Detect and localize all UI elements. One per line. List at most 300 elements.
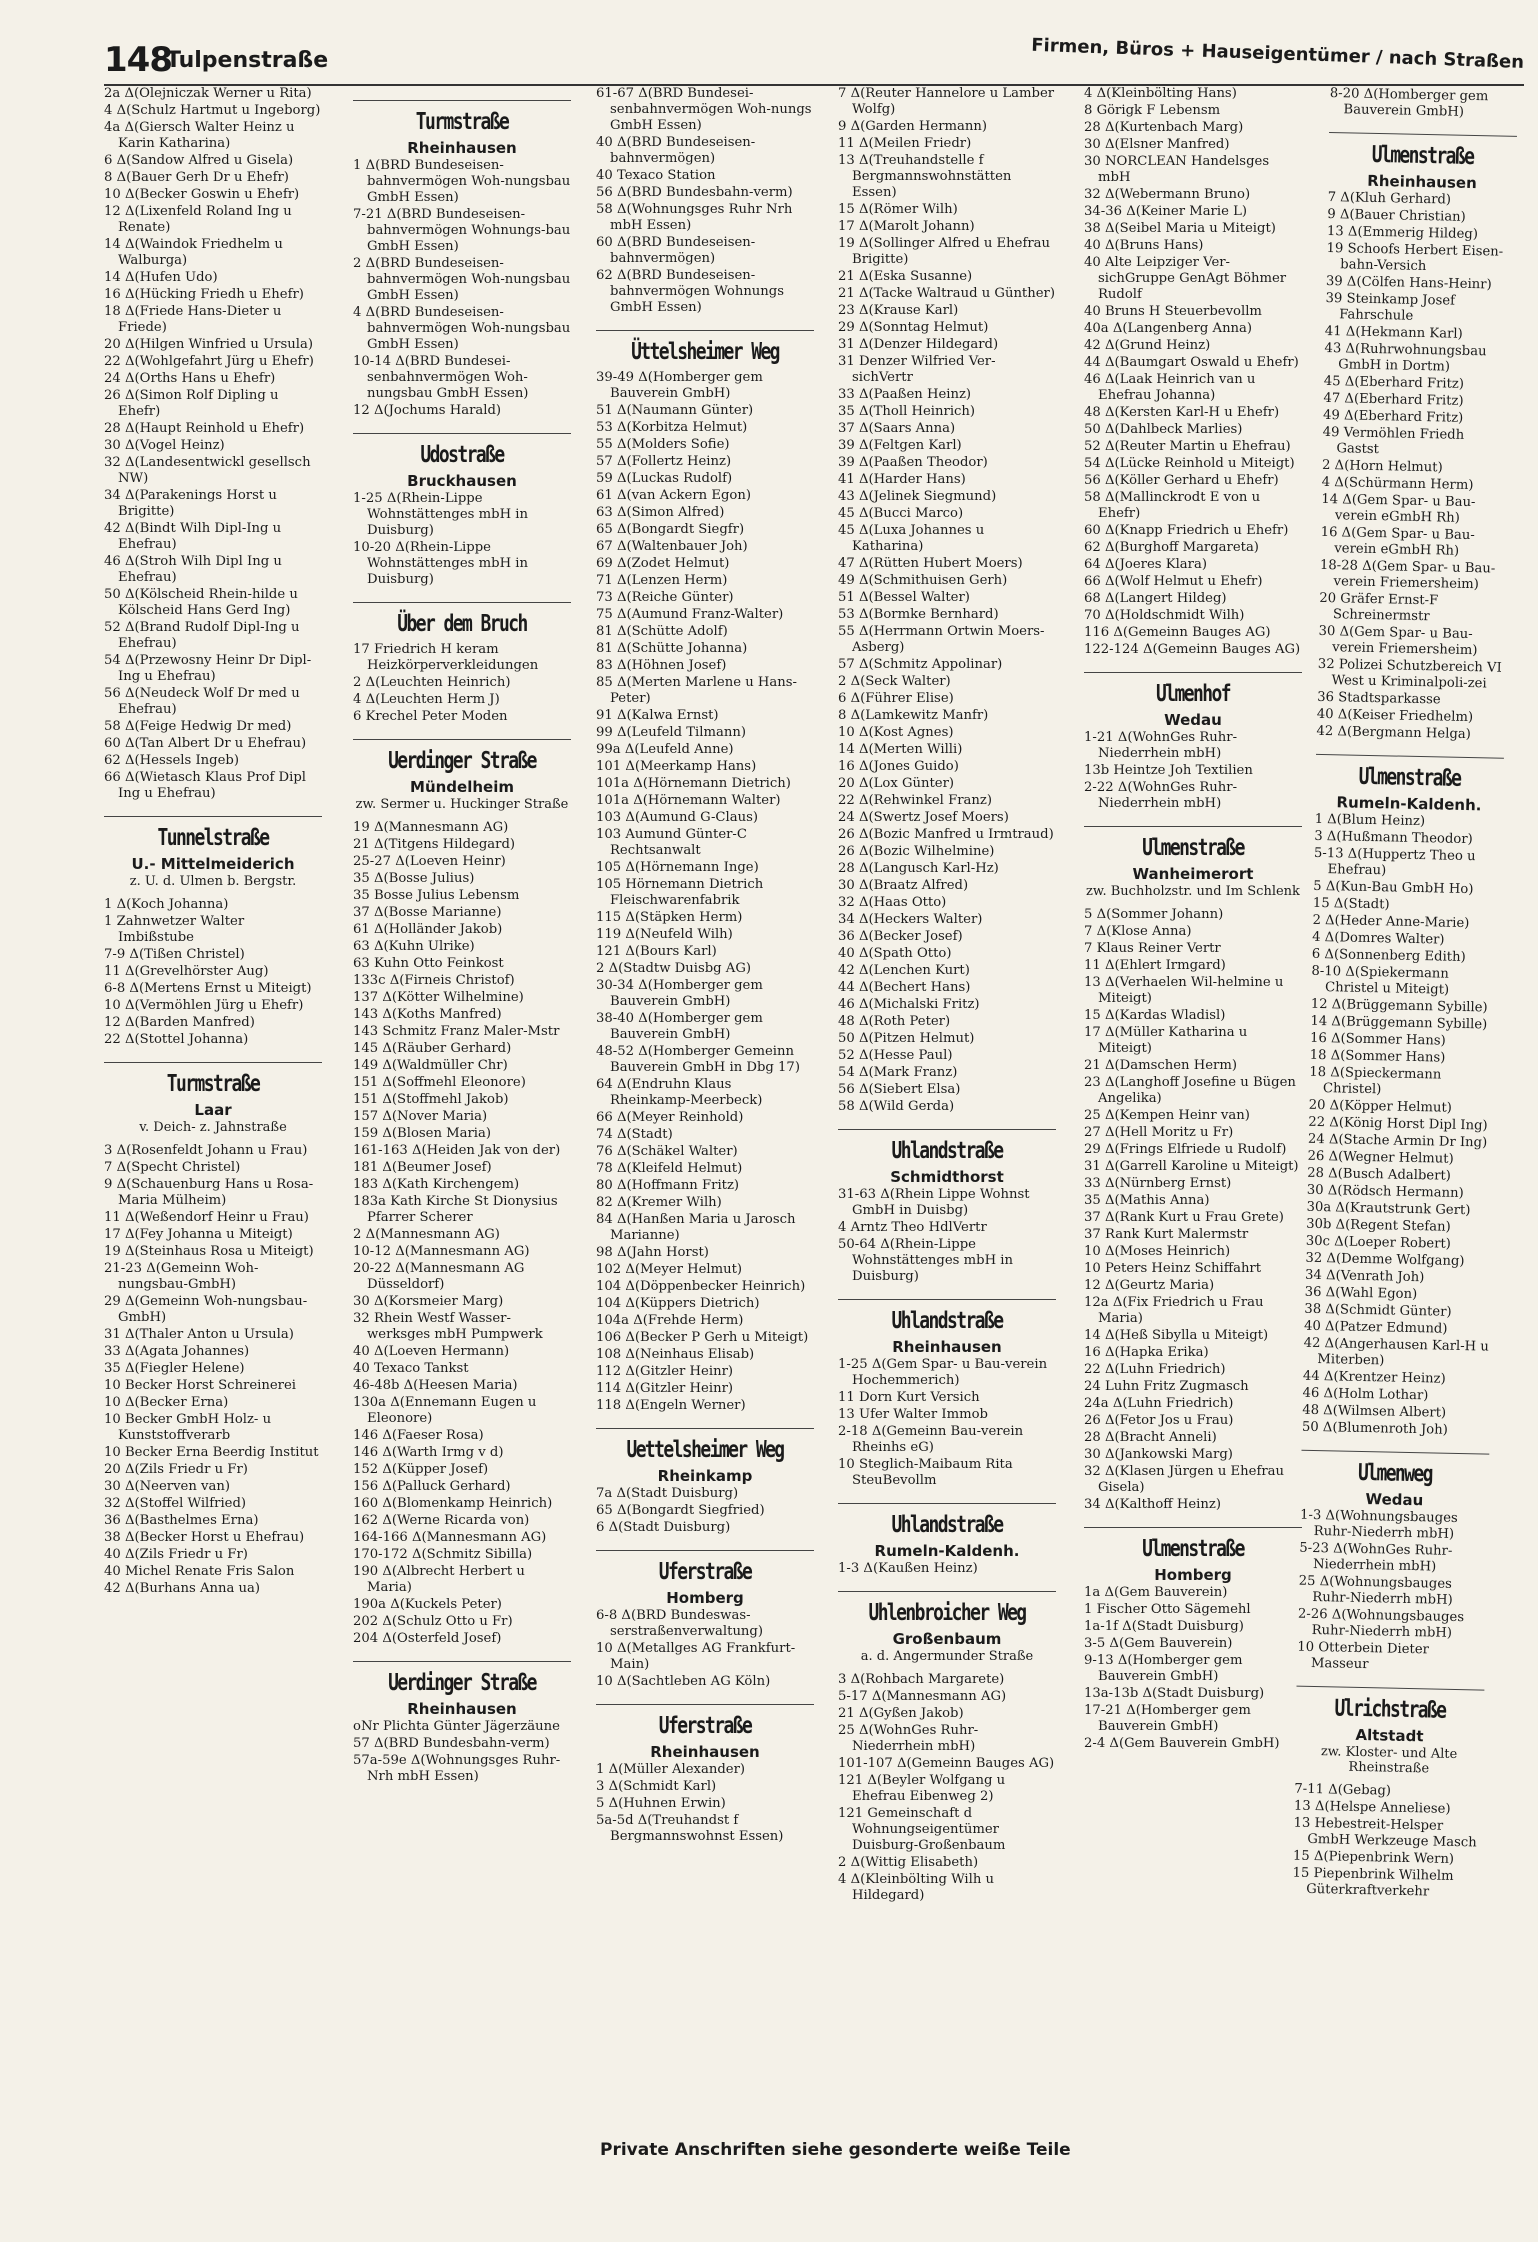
address-entry: 63 Δ(Kuhn Ulrike): [353, 939, 475, 954]
address-entry: 121 Δ(Beyler Wolfgang u Ehefrau Eibenweg 2): [838, 1773, 1006, 1804]
address-entry: 48 Δ(Kersten Karl-H u Ehefr): [1084, 405, 1280, 420]
section-divider: [596, 1704, 814, 1705]
address-entry: 2-22 Δ(WohnGes Ruhr-Niederrhein mbH): [1084, 780, 1238, 811]
street-heading: Ulmenstraße: [1142, 1536, 1244, 1562]
street-section: [596, 330, 814, 1414]
address-entry: 30c Δ(Loeper Robert): [1305, 1233, 1452, 1252]
address-entry: 121 Gemeinschaft d Wohnungseigentümer Duisburg-Großenbaum: [838, 1806, 1006, 1853]
address-entry: 38 Δ(Seibel Maria u Miteigt): [1084, 221, 1276, 236]
address-entry: 101 Δ(Meerkamp Hans): [596, 759, 757, 774]
address-entry: 34 Δ(Parakenings Horst u Brigitte): [104, 488, 277, 519]
address-entry: 3-5 Δ(Gem Bauverein): [1084, 1636, 1233, 1651]
address-entry: 13a-13b Δ(Stadt Duisburg): [1084, 1686, 1265, 1701]
address-entry: 14 Δ(Brüggemann Sybille): [1310, 1013, 1488, 1033]
address-entry: 62 Δ(Hessels Ingeb): [104, 753, 239, 768]
section-divider: [1084, 1527, 1302, 1528]
address-entry: 20 Gräfer Ernst-F Schreinermstr: [1319, 590, 1439, 625]
address-entry: 32 Rhein Westf Wasser-werksges mbH Pumpwerk: [353, 1311, 543, 1342]
address-entry: 3 Δ(Hußmann Theodor): [1314, 828, 1473, 848]
street-heading: Ulmenweg: [1357, 1459, 1433, 1488]
address-entry: 10 Becker Horst Schreinerei: [104, 1378, 297, 1393]
street-heading: Üttelsheimer Weg: [631, 339, 779, 365]
address-entry: 32 Δ(Klasen Jürgen u Ehefrau Gisela): [1084, 1464, 1284, 1495]
address-entry: 6 Δ(Sandow Alfred u Gisela): [104, 153, 294, 168]
address-entry: 1 Δ(BRD Bundeseisen-bahnvermögen Woh-nungsbau GmbH Essen): [353, 158, 571, 205]
address-entry: 183 Δ(Kath Kirchengem): [353, 1177, 520, 1192]
address-entry: 41 Δ(Harder Hans): [838, 472, 966, 487]
address-entry: 45 Δ(Eberhard Fritz): [1323, 373, 1465, 392]
address-entry: 9 Δ(Bauer Christian): [1327, 206, 1466, 225]
address-entry: 31-63 Δ(Rhein Lippe Wohnst GmbH in Duisbg): [838, 1187, 1030, 1218]
address-entry: 68 Δ(Langert Hildeg): [1084, 591, 1227, 606]
address-entry: 32 Δ(Webermann Bruno): [1084, 187, 1251, 202]
street-range-note: zw. Buchholzstr. und Im Schlenk: [1086, 884, 1300, 899]
street-section: [1302, 754, 1504, 1440]
address-entry: 44 Δ(Baumgart Oswald u Ehefr): [1084, 355, 1299, 370]
address-entry: 37 Δ(Rank Kurt u Frau Grete): [1084, 1210, 1284, 1225]
address-entry: 25-27 Δ(Loeven Heinr): [353, 854, 506, 869]
address-entry: 31 Denzer Wilfried Ver-sichVertr: [838, 354, 996, 385]
street-section: [1084, 672, 1302, 812]
address-entry: 56 Δ(Neudeck Wolf Dr med u Ehefrau): [104, 686, 300, 717]
address-entry: 5-17 Δ(Mannesmann AG): [838, 1689, 1007, 1704]
address-entry: 65 Δ(Bongardt Siegfr): [596, 522, 745, 537]
address-entry: 4 Δ(Leuchten Herm J): [353, 692, 500, 707]
address-entry: 10 Otterbein Dieter Masseur: [1297, 1639, 1430, 1673]
address-entry: 1-21 Δ(WohnGes Ruhr-Niederrhein mbH): [1084, 730, 1238, 761]
section-divider: [104, 1062, 322, 1063]
address-entry: 1-25 Δ(Rhein-Lippe Wohnstättenges mbH in Duisburg): [353, 491, 528, 538]
address-entry: 64 Δ(Endruhn Klaus Rheinkamp-Meerbeck): [596, 1077, 763, 1108]
address-entry: 1-3 Δ(Wohnungsbauges Ruhr-Niederrh mbH): [1299, 1507, 1458, 1542]
address-entry: 2 Δ(BRD Bundeseisen-bahnvermögen Woh-nungsbau GmbH Essen): [353, 256, 571, 303]
section-divider: [1301, 1450, 1489, 1455]
address-entry: 116 Δ(Gemeinn Bauges AG): [1084, 625, 1271, 640]
address-entry: 137 Δ(Kötter Wilhelmine): [353, 990, 524, 1005]
district-heading: Rheinhausen: [1367, 171, 1477, 193]
address-entry: 13 Δ(Verhaelen Wil-helmine u Miteigt): [1084, 975, 1284, 1006]
address-entry: 36 Stadtsparkasse: [1317, 689, 1441, 708]
address-entry: 183a Kath Kirche St Dionysius Pfarrer Scherer: [353, 1194, 558, 1225]
address-entry: 12 Δ(Brüggemann Sybille): [1310, 996, 1488, 1016]
address-entry: 119 Δ(Neufeld Wilh): [596, 927, 733, 942]
section-divider: [596, 1428, 814, 1429]
address-entry: 14 Δ(Merten Willi): [838, 742, 963, 757]
address-entry: 122-124 Δ(Gemeinn Bauges AG): [1084, 642, 1301, 657]
address-entry: 133c Δ(Firneis Christof): [353, 973, 515, 988]
address-entry: 23 Δ(Langhoff Josefine u Bügen Angelika): [1084, 1075, 1296, 1106]
address-entry: 54 Δ(Lücke Reinhold u Miteigt): [1084, 456, 1295, 471]
address-entry: 151 Δ(Stoffmehl Jakob): [353, 1092, 509, 1107]
district-heading: Homberg: [1154, 1566, 1232, 1584]
street-section: [596, 1550, 814, 1690]
address-entry: 25 Δ(Kempen Heinr van): [1084, 1108, 1250, 1123]
address-entry: 130a Δ(Ennemann Eugen u Eleonore): [353, 1395, 537, 1426]
address-entry: 143 Δ(Koths Manfred): [353, 1007, 502, 1022]
district-heading: Wanheimerort: [1132, 865, 1254, 883]
address-entry: 121 Δ(Bours Karl): [596, 944, 717, 959]
address-entry: 20 Δ(Zils Friedr u Fr): [104, 1462, 248, 1477]
footer-note: Private Anschriften siehe gesonderte weiße Teile: [600, 2140, 1071, 2160]
address-entry: 21 Δ(Damschen Herm): [1084, 1058, 1237, 1073]
address-entry: 10 Δ(Vermöhlen Jürg u Ehefr): [104, 998, 304, 1013]
section-divider: [838, 1129, 1056, 1130]
column-5: [1084, 86, 1302, 2176]
address-entry: 21 Δ(Tacke Waltraud u Günther): [838, 286, 1055, 301]
street-section: [838, 1503, 1056, 1577]
address-entry: 62 Δ(BRD Bundeseisen-bahnvermögen Wohnungs GmbH Essen): [596, 268, 785, 315]
street-heading: Ulmenhof: [1156, 681, 1230, 707]
address-entry: 55 Δ(Molders Sofie): [596, 437, 730, 452]
address-entry: 30-34 Δ(Homberger gem Bauverein GmbH): [596, 978, 763, 1009]
address-entry: 11 Δ(Meilen Friedr): [838, 136, 972, 151]
address-entry: 29 Δ(Gemeinn Woh-nungsbau-GmbH): [104, 1294, 308, 1325]
address-entry: 10 Δ(Moses Heinrich): [1084, 1244, 1231, 1259]
address-entry: 28 Δ(Kurtenbach Marg): [1084, 120, 1244, 135]
address-entry: 5 Δ(Sommer Johann): [1084, 907, 1224, 922]
address-entry: 2a Δ(Olejniczak Werner u Rita): [104, 86, 312, 101]
address-entry: 11 Dorn Kurt Versich: [838, 1390, 980, 1405]
address-entry: 33 Δ(Agata Johannes): [104, 1344, 250, 1359]
address-entry: 22 Δ(Stottel Johanna): [104, 1032, 249, 1047]
address-entry: 4 Δ(Schulz Hartmut u Ingeborg): [104, 103, 321, 118]
address-entry: 21-23 Δ(Gemeinn Woh-nungsbau-GmbH): [104, 1261, 259, 1292]
address-entry: 164-166 Δ(Mannesmann AG): [353, 1530, 547, 1545]
address-entry: 40 Δ(Bruns Hans): [1084, 238, 1204, 253]
address-entry: 70 Δ(Holdschmidt Wilh): [1084, 608, 1245, 623]
street-section: [1084, 86, 1302, 658]
street-section: [1329, 86, 1518, 122]
address-entry: 30 Δ(Neerven van): [104, 1479, 230, 1494]
address-entry: 19 Δ(Mannesmann AG): [353, 820, 509, 835]
address-entry: 39 Δ(Feltgen Karl): [838, 438, 962, 453]
address-entry: 10 Becker GmbH Holz- u Kunststoffverarb: [104, 1412, 272, 1443]
address-entry: 57 Δ(Schmitz Appolinar): [838, 657, 1003, 672]
address-entry: 48 Δ(Roth Peter): [838, 1014, 951, 1029]
address-entry: 71 Δ(Lenzen Herm): [596, 573, 728, 588]
address-entry: 49 Δ(Eberhard Fritz): [1322, 407, 1464, 426]
address-entry: 114 Δ(Gitzler Heinr): [596, 1381, 734, 1396]
street-section: [353, 602, 571, 725]
address-entry: 30 Δ(Vogel Heinz): [104, 438, 225, 453]
district-heading: Großenbaum: [892, 1630, 1002, 1648]
address-entry: 8 Δ(Lamkewitz Manfr): [838, 708, 989, 723]
page-number: 148: [104, 40, 172, 80]
address-entry: 101a Δ(Hörnemann Walter): [596, 793, 781, 808]
address-entry: 51 Δ(Naumann Günter): [596, 403, 754, 418]
address-entry: 16 Δ(Hücking Friedh u Ehefr): [104, 287, 304, 302]
column-6: [1286, 86, 1518, 2179]
address-entry: 13 Δ(Treuhandstelle f Bergmannswohnstätten Essen): [838, 153, 1012, 200]
address-entry: 61 Δ(Holländer Jakob): [353, 922, 503, 937]
address-entry: 40 Δ(Keiser Friedhelm): [1316, 706, 1474, 726]
address-entry: 76 Δ(Schäkel Walter): [596, 1144, 738, 1159]
street-section: [104, 816, 322, 1048]
address-entry: 2 Δ(Wittig Elisabeth): [838, 1855, 979, 1870]
address-entry: 37 Δ(Saars Anna): [838, 421, 956, 436]
address-entry: 19 Δ(Steinhaus Rosa u Miteigt): [104, 1244, 314, 1259]
address-entry: 73 Δ(Reiche Günter): [596, 590, 734, 605]
address-entry: 1-25 Δ(Gem Spar- u Bau-verein Hochemmerich): [838, 1357, 1048, 1388]
address-entry: 17 Δ(Müller Katharina u Miteigt): [1084, 1025, 1248, 1056]
address-entry: 3 Δ(Schmidt Karl): [596, 1779, 717, 1794]
address-entry: 50 Δ(Blumenroth Joh): [1301, 1419, 1448, 1438]
address-entry: 8-20 Δ(Homberger gem Bauverein GmbH): [1329, 86, 1489, 120]
address-entry: 58 Δ(Wohnungsges Ruhr Nrh mbH Essen): [596, 202, 793, 233]
address-entry: 66 Δ(Wolf Helmut u Ehefr): [1084, 574, 1263, 589]
address-entry: 146 Δ(Warth Irmg v d): [353, 1445, 504, 1460]
address-entry: 28 Δ(Langusch Karl-Hz): [838, 861, 999, 876]
address-entry: 16 Δ(Hapka Erika): [1084, 1345, 1209, 1360]
address-entry: 8-10 Δ(Spiekermann Christel u Miteigt): [1311, 963, 1450, 998]
street-section: [596, 1428, 814, 1536]
street-section: [596, 1704, 814, 1845]
address-entry: 156 Δ(Palluck Gerhard): [353, 1479, 511, 1494]
address-entry: 2 Δ(Leuchten Heinrich): [353, 675, 511, 690]
section-divider: [596, 1550, 814, 1551]
district-heading: Rheinhausen: [407, 1700, 517, 1718]
address-entry: 13b Heintze Joh Textilien: [1084, 763, 1253, 778]
street-section: [838, 1299, 1056, 1489]
address-entry: 7 Δ(Klose Anna): [1084, 924, 1192, 939]
address-entry: 56 Δ(Siebert Elsa): [838, 1082, 961, 1097]
address-entry: 45 Δ(Bucci Marco): [838, 506, 964, 521]
street-heading: Uettelsheimer Weg: [626, 1437, 784, 1463]
address-entry: 6 Krechel Peter Moden: [353, 709, 508, 724]
address-entry: 52 Δ(Hesse Paul): [838, 1048, 953, 1063]
address-entry: 40 Δ(Patzer Edmund): [1303, 1318, 1448, 1337]
address-entry: 28 Δ(Bracht Anneli): [1084, 1430, 1217, 1445]
address-entry: 4 Δ(Domres Walter): [1312, 929, 1445, 948]
address-entry: 11 Δ(Ehlert Irmgard): [1084, 958, 1226, 973]
address-entry: 26 Δ(Wegner Helmut): [1307, 1148, 1454, 1167]
address-entry: 10-12 Δ(Mannesmann AG): [353, 1244, 530, 1259]
address-entry: 66 Δ(Meyer Reinhold): [596, 1110, 744, 1125]
address-entry: 40 Alte Leipziger Ver-sichGruppe GenAgt Böhmer Rudolf: [1084, 255, 1287, 302]
section-divider: [838, 1299, 1056, 1300]
address-entry: 1 Δ(Koch Johanna): [104, 897, 229, 912]
address-entry: 13 Ufer Walter Immob: [838, 1407, 988, 1422]
address-entry: 104a Δ(Frehde Herm): [596, 1313, 744, 1328]
address-entry: 17 Δ(Fey Johanna u Miteigt): [104, 1227, 293, 1242]
address-entry: 18 Δ(Spieckermann Christel): [1309, 1064, 1442, 1098]
address-entry: 21 Δ(Titgens Hildegard): [353, 837, 516, 852]
address-entry: 101a Δ(Hörnemann Dietrich): [596, 776, 791, 791]
address-entry: 4 Δ(Kleinbölting Hans): [1084, 86, 1237, 101]
address-entry: 74 Δ(Stadt): [596, 1127, 673, 1142]
address-entry: 34 Δ(Heckers Walter): [838, 912, 983, 927]
address-entry: 64 Δ(Joeres Klara): [1084, 557, 1207, 572]
section-divider: [1316, 754, 1504, 759]
address-entry: 40 Δ(Loeven Hermann): [353, 1344, 510, 1359]
address-entry: 40 Michel Renate Fris Salon: [104, 1564, 295, 1579]
section-divider: [353, 1661, 571, 1662]
address-entry: 115 Δ(Stäpken Herm): [596, 910, 743, 925]
street-section: [104, 1062, 322, 1597]
address-entry: 46 Δ(Stroh Wilh Dipl Ing u Ehefrau): [104, 554, 282, 585]
address-entry: 16 Δ(Gem Spar- u Bau-verein eGmbH Rh): [1320, 524, 1475, 559]
address-entry: 9 Δ(Schauenburg Hans u Rosa-Maria Mülheim): [104, 1177, 314, 1208]
address-entry: 35 Δ(Fiegler Helene): [104, 1361, 245, 1376]
address-entry: 52 Δ(Reuter Martin u Ehefrau): [1084, 439, 1291, 454]
address-entry: 39 Δ(Cölfen Hans-Heinr): [1325, 273, 1492, 293]
address-entry: 40 Δ(Spath Otto): [838, 946, 952, 961]
address-entry: 2 Δ(Mannesmann AG): [353, 1227, 500, 1242]
address-entry: 59 Δ(Luckas Rudolf): [596, 471, 733, 486]
street-section: [1316, 132, 1517, 744]
address-entry: oNr Plichta Günter Jägerzäune: [353, 1719, 560, 1734]
address-entry: 30 NORCLEAN Handelsges mbH: [1084, 154, 1270, 185]
district-heading: Wedau: [1365, 1490, 1424, 1510]
address-entry: 13 Δ(Emmerig Hildeg): [1326, 223, 1479, 243]
address-entry: 20 Δ(Köpper Helmut): [1308, 1097, 1453, 1116]
address-entry: 103 Δ(Aumund G-Claus): [596, 810, 758, 825]
address-entry: 9-13 Δ(Homberger gem Bauverein GmbH): [1084, 1653, 1243, 1684]
address-entry: 9 Δ(Garden Hermann): [838, 119, 987, 134]
page-header: [104, 34, 1525, 86]
section-divider: [1329, 132, 1517, 137]
address-entry: 14 Δ(Heß Sibylla u Miteigt): [1084, 1328, 1269, 1343]
column-4: [838, 86, 1056, 2176]
address-entry: 50 Δ(Dahlbeck Marlies): [1084, 422, 1243, 437]
street-heading: Uhlandstraße: [891, 1512, 1003, 1538]
address-entry: 19 Δ(Sollinger Alfred u Ehefrau Brigitte): [838, 236, 1051, 267]
address-entry: 4a Δ(Giersch Walter Heinz u Karin Katharina): [104, 120, 295, 151]
address-entry: 190 Δ(Albrecht Herbert u Maria): [353, 1564, 525, 1595]
section-divider: [838, 1503, 1056, 1504]
address-entry: 40 Texaco Tankst: [353, 1361, 469, 1376]
street-section: [838, 1591, 1056, 1904]
address-entry: 149 Δ(Waldmüller Chr): [353, 1058, 508, 1073]
address-entry: 30 Δ(Rödsch Hermann): [1306, 1182, 1464, 1202]
address-entry: 38 Δ(Becker Horst u Ehefrau): [104, 1530, 305, 1545]
address-entry: 44 Δ(Bechert Hans): [838, 980, 971, 995]
address-entry: 4 Δ(Schürmann Herm): [1321, 474, 1474, 494]
address-entry: 75 Δ(Aumund Franz-Walter): [596, 607, 784, 622]
address-entry: 1 Δ(Blum Heinz): [1314, 811, 1426, 830]
address-entry: 12 Δ(Jochums Harald): [353, 403, 502, 418]
address-entry: 50-64 Δ(Rhein-Lippe Wohnstättenges mbH in Duisburg): [838, 1237, 1013, 1284]
address-entry: 39-49 Δ(Homberger gem Bauverein GmbH): [596, 370, 763, 401]
address-entry: 21 Δ(Gyßen Jakob): [838, 1706, 964, 1721]
address-entry: 61 Δ(van Ackern Egon): [596, 488, 751, 503]
address-entry: 30 Δ(Jankowski Marg): [1084, 1447, 1233, 1462]
address-entry: 84 Δ(Hanßen Maria u Jarosch Marianne): [596, 1212, 796, 1243]
street-section: [1292, 1686, 1484, 1902]
address-entry: 26 Δ(Bozic Manfred u Irmtraud): [838, 827, 1054, 842]
address-entry: 14 Δ(Hufen Udo): [104, 270, 218, 285]
column-2: [353, 86, 571, 2176]
address-entry: 52 Δ(Brand Rudolf Dipl-Ing u Ehefrau): [104, 620, 300, 651]
address-entry: 32 Δ(Haas Otto): [838, 895, 947, 910]
street-section: [1084, 1527, 1302, 1752]
address-entry: 14 Δ(Gem Spar- u Bau-verein eGmbH Rh): [1321, 491, 1476, 526]
address-entry: 23 Δ(Krause Karl): [838, 303, 959, 318]
street-heading: Tunnelstraße: [157, 825, 269, 851]
district-heading: Bruckhausen: [407, 472, 517, 490]
address-entry: 1 Fischer Otto Sägemehl: [1084, 1602, 1251, 1617]
address-entry: 1 Δ(Müller Alexander): [596, 1762, 746, 1777]
address-entry: 10 Δ(Sachtleben AG Köln): [596, 1674, 771, 1689]
address-entry: 26 Δ(Bozic Wilhelmine): [838, 844, 995, 859]
column-1: [104, 86, 322, 2176]
address-entry: 118 Δ(Engeln Werner): [596, 1398, 746, 1413]
district-heading: Laar: [194, 1101, 232, 1119]
address-entry: 31 Δ(Garrell Karoline u Miteigt): [1084, 1159, 1299, 1174]
address-entry: 15 Δ(Stadt): [1312, 895, 1390, 913]
address-entry: 1-3 Δ(Kaußen Heinz): [838, 1561, 978, 1576]
address-entry: 4 Δ(BRD Bundeseisen-bahnvermögen Woh-nungsbau GmbH Essen): [353, 305, 571, 352]
address-entry: 85 Δ(Merten Marlene u Hans-Peter): [596, 675, 797, 706]
address-entry: 102 Δ(Meyer Helmut): [596, 1262, 743, 1277]
address-entry: 34-36 Δ(Keiner Marie L): [1084, 204, 1247, 219]
address-entry: 2 Δ(Stadtw Duisbg AG): [596, 961, 751, 976]
address-entry: 2-26 Δ(Wohnungsbauges Ruhr-Niederrh mbH): [1297, 1606, 1465, 1641]
section-divider: [1084, 826, 1302, 827]
street-range-note: a. d. Angermunder Straße: [860, 1649, 1034, 1664]
street-section: [353, 739, 571, 1647]
district-heading: Wedau: [1164, 711, 1222, 729]
street-heading: Turmstraße: [166, 1071, 260, 1097]
address-entry: 1 Zahnwetzer Walter Imbißstube: [104, 914, 245, 945]
address-entry: 17 Δ(Marolt Johann): [838, 219, 975, 234]
address-entry: 112 Δ(Gitzler Heinr): [596, 1364, 734, 1379]
address-entry: 5 Δ(Huhnen Erwin): [596, 1796, 726, 1811]
address-entry: 46 Δ(Laak Heinrich van u Ehefrau Johanna): [1084, 372, 1256, 403]
address-entry: 190a Δ(Kuckels Peter): [353, 1597, 502, 1612]
address-entry: 34 Δ(Kalthoff Heinz): [1084, 1497, 1221, 1512]
address-entry: 7 Δ(Specht Christel): [104, 1160, 241, 1175]
address-entry: 46 Δ(Holm Lothar): [1302, 1385, 1429, 1404]
address-entry: 62 Δ(Burghoff Margareta): [1084, 540, 1259, 555]
address-entry: 170-172 Δ(Schmitz Sibilla): [353, 1547, 533, 1562]
address-entry: 65 Δ(Bongardt Siegfried): [596, 1503, 765, 1518]
address-entry: 12 Δ(Barden Manfred): [104, 1015, 255, 1030]
address-entry: 157 Δ(Nover Maria): [353, 1109, 488, 1124]
district-heading: Altstadt: [1355, 1725, 1424, 1746]
address-entry: 104 Δ(Küppers Dietrich): [596, 1296, 760, 1311]
address-entry: 58 Δ(Wild Gerda): [838, 1099, 955, 1114]
address-entry: 37 Rank Kurt Malermstr: [1084, 1227, 1249, 1242]
address-entry: 60 Δ(Knapp Friedrich u Ehefr): [1084, 523, 1289, 538]
address-entry: 7 Δ(Kluh Gerhard): [1327, 189, 1452, 208]
address-entry: 26 Δ(Fetor Jos u Frau): [1084, 1413, 1234, 1428]
address-entry: 5-13 Δ(Huppertz Theo u Ehefrau): [1313, 845, 1476, 879]
address-entry: 5 Δ(Kun-Bau GmbH Ho): [1313, 878, 1474, 898]
address-entry: 63 Kuhn Otto Feinkost: [353, 956, 504, 971]
address-entry: 25 Δ(Wohnungsbauges Ruhr-Niederrh mbH): [1298, 1573, 1453, 1608]
address-entry: 21 Δ(Eska Susanne): [838, 269, 973, 284]
street-heading: Udostraße: [420, 442, 504, 468]
address-entry: 11 Δ(Weßendorf Heinr u Frau): [104, 1210, 309, 1225]
address-entry: 8 Görigk F Lebensm: [1084, 103, 1221, 118]
address-entry: 3 Δ(Rosenfeldt Johann u Frau): [104, 1143, 308, 1158]
district-heading: Schmidthorst: [890, 1168, 1004, 1186]
address-entry: 99 Δ(Leufeld Tilmann): [596, 725, 746, 740]
address-entry: 56 Δ(Köller Gerhard u Ehefr): [1084, 473, 1279, 488]
address-entry: 30 Δ(Elsner Manfred): [1084, 137, 1230, 152]
section-divider: [596, 330, 814, 331]
street-heading: Uerdinger Straße: [388, 748, 536, 774]
address-entry: 12 Δ(Geurtz Maria): [1084, 1278, 1215, 1293]
address-entry: 103 Aumund Günter-C Rechtsanwalt: [596, 827, 747, 858]
address-entry: 2 Δ(Seck Walter): [838, 674, 951, 689]
address-entry: 82 Δ(Kremer Wilh): [596, 1195, 722, 1210]
column-3: [596, 86, 814, 2176]
address-entry: 40a Δ(Langenberg Anna): [1084, 321, 1253, 336]
address-entry: 66 Δ(Wietasch Klaus Prof Dipl Ing u Ehefrau): [104, 770, 307, 801]
section-divider: [353, 100, 571, 101]
